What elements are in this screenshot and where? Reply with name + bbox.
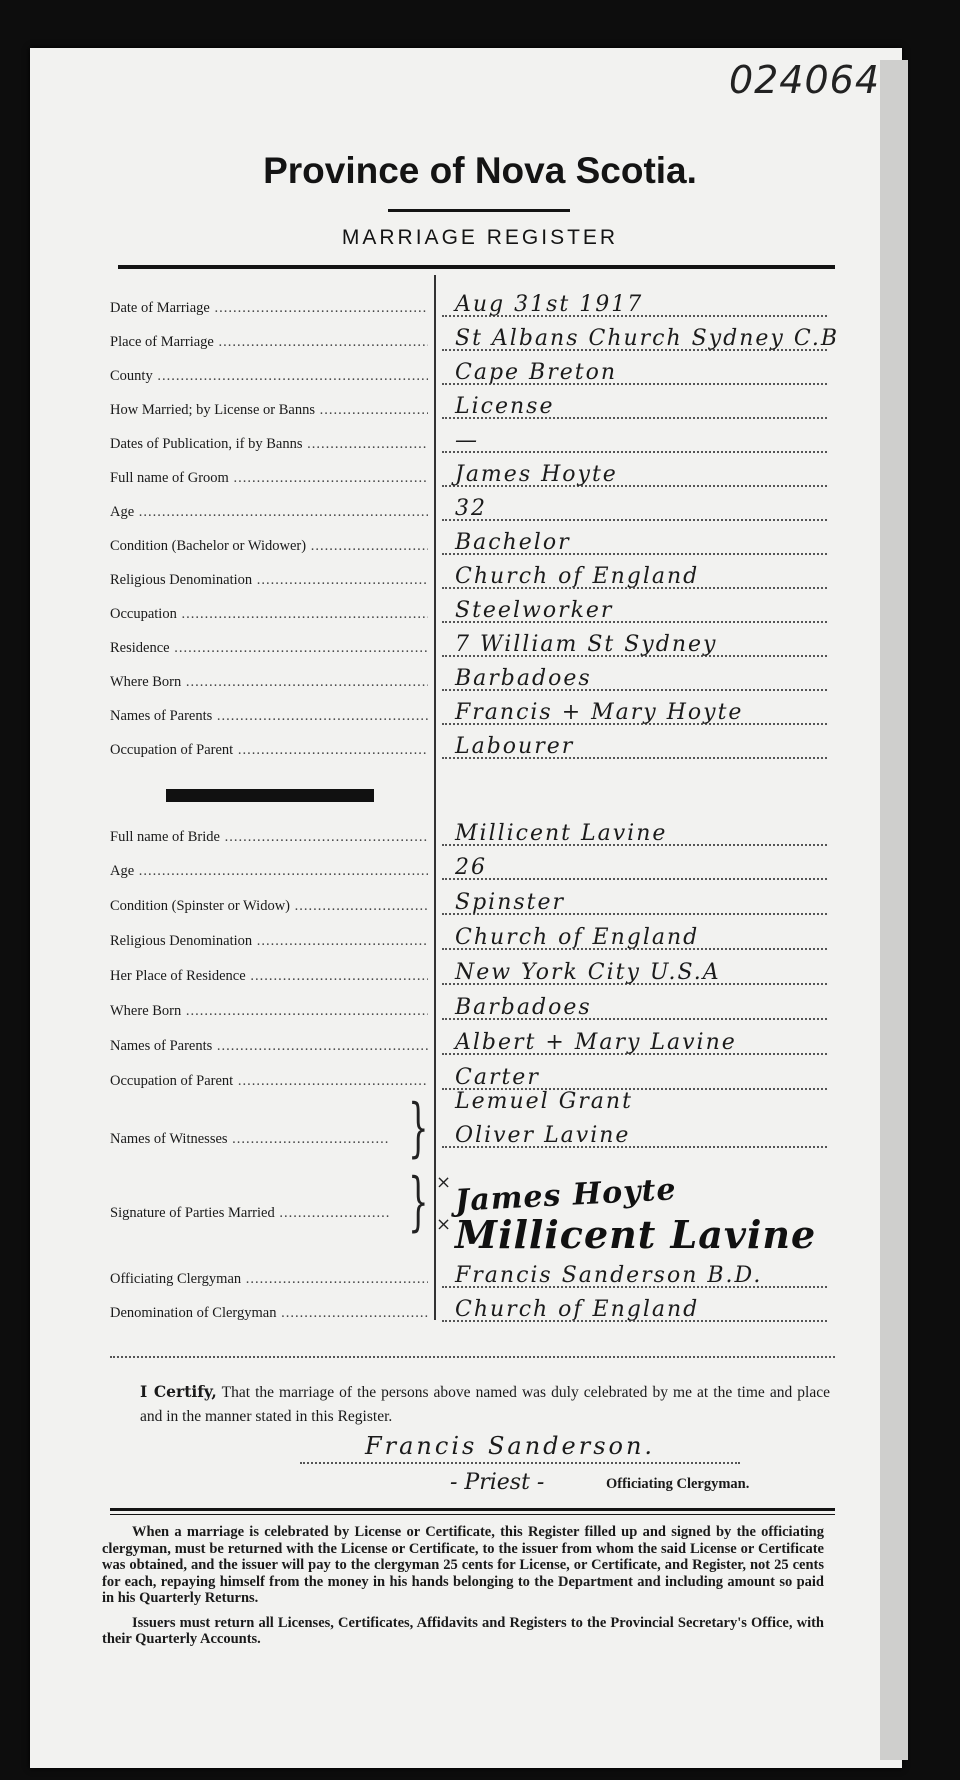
field-row — [0, 1025, 960, 1059]
field-row — [0, 816, 960, 850]
field-label: Full name of Groom — [110, 470, 229, 486]
field-row — [0, 593, 960, 627]
field-value: St Albans Church Sydney C.B — [455, 326, 840, 351]
bride-x-mark: × — [436, 1214, 452, 1235]
field-row — [0, 955, 960, 989]
field-value: Spinster — [455, 890, 566, 915]
field-value: Steelworker — [455, 598, 614, 623]
field-value: 32 — [455, 496, 487, 521]
field-label: Condition (Spinster or Widow) — [110, 898, 290, 914]
title-rule — [388, 209, 570, 212]
certifying-title-handwritten: - Priest - — [450, 1470, 545, 1495]
field-value: 26 — [455, 855, 487, 880]
field-value: Barbadoes — [455, 666, 592, 691]
field-label: Place of Marriage — [110, 334, 214, 350]
field-label: Denomination of Clergyman — [110, 1305, 277, 1321]
field-value: Barbadoes — [455, 995, 592, 1020]
field-label: Age — [110, 504, 135, 520]
field-row — [0, 729, 960, 763]
certification-text — [140, 1380, 830, 1429]
field-row — [0, 661, 960, 695]
field-label: Dates of Publication, if by Banns — [110, 436, 303, 452]
notice-paragraph: Issuers must return all Licenses, Certificates, Affidavits and Registers to the Provincial Secretary's Office, with their Quarterly Accounts. — [102, 1614, 824, 1647]
field-row — [0, 850, 960, 884]
witness-row — [0, 1084, 960, 1118]
field-value: License — [455, 394, 555, 419]
field-value: 7 William St Sydney — [455, 632, 718, 657]
field-label: Where Born — [110, 674, 182, 690]
field-label: Full name of Bride — [110, 829, 220, 845]
section-rule — [110, 1356, 835, 1358]
field-value: Francis + Mary Hoyte — [455, 700, 744, 725]
field-value: Albert + Mary Lavine — [455, 1030, 737, 1055]
field-row — [0, 389, 960, 423]
notice-paragraph: When a marriage is celebrated by License or Certificate, this Register filled up and signed by the officiating clergyman, must be returned with the License or Certificate, to the issuer from whom the said License or Certificate was obtained, and the issuer will pay to the clergyman 25 cents for License, or Certificate, and Register, not 25 cents for each, repaying himself from the money in his hands belonging to the Department and including amount so paid in his Quarterly Returns. — [102, 1524, 824, 1606]
header-rule — [118, 265, 835, 269]
bride-signature: Millicent Lavine — [455, 1212, 817, 1257]
field-row — [0, 525, 960, 559]
field-label: Age — [110, 863, 135, 879]
field-label: Date of Marriage — [110, 300, 210, 316]
field-row — [0, 1258, 960, 1292]
field-value: Labourer — [455, 734, 575, 759]
certifying-title: Officiating Clergyman. — [606, 1476, 750, 1492]
certify-body: That the marriage of the persons above named was duly celebrated by me at the time and place and in the manner stated in this Register. — [140, 1384, 830, 1425]
field-label: Names of Parents — [110, 1038, 213, 1054]
field-row — [0, 990, 960, 1024]
notice-rule — [110, 1508, 835, 1511]
field-label: Officiating Clergyman — [110, 1271, 242, 1287]
signature-line — [300, 1462, 740, 1464]
field-label: County — [110, 368, 153, 384]
field-row — [0, 355, 960, 389]
groom-signature: James Hoyte — [454, 1172, 678, 1219]
field-label: Occupation — [110, 606, 177, 622]
field-row — [0, 287, 960, 321]
field-row — [0, 457, 960, 491]
field-value: Aug 31st 1917 — [455, 292, 644, 317]
field-label: Religious Denomination — [110, 933, 253, 949]
field-row — [0, 559, 960, 593]
field-label: Condition (Bachelor or Widower) — [110, 538, 307, 554]
instructions-notice — [102, 1524, 824, 1656]
field-label: Where Born — [110, 1003, 182, 1019]
field-row — [0, 695, 960, 729]
field-label: How Married; by License or Banns — [110, 402, 315, 418]
field-value: James Hoyte — [455, 462, 618, 487]
notice-rule-thin — [110, 1514, 835, 1515]
field-row — [0, 627, 960, 661]
witnesses-label: Names of Witnesses — [110, 1131, 228, 1147]
register-title: MARRIAGE REGISTER — [341, 226, 619, 249]
field-label: Religious Denomination — [110, 572, 253, 588]
field-value: Cape Breton — [455, 360, 618, 385]
witness-name: Oliver Lavine — [455, 1123, 631, 1148]
record-number: 024064 — [728, 58, 880, 102]
field-value: New York City U.S.A — [455, 960, 721, 985]
field-row — [0, 491, 960, 525]
field-value: Francis Sanderson B.D. — [455, 1263, 763, 1288]
field-value: Church of England — [455, 925, 700, 950]
witnesses-brace: } — [408, 1091, 429, 1165]
signatures-label: Signature of Parties Married — [110, 1205, 275, 1221]
field-row — [0, 885, 960, 919]
field-label: Occupation of Parent — [110, 1073, 234, 1089]
field-value: Millicent Lavine — [455, 821, 668, 846]
field-row — [0, 920, 960, 954]
province-title: Province of Nova Scotia. — [263, 150, 697, 191]
field-value: — — [455, 428, 479, 453]
bride-section-divider — [166, 789, 374, 802]
field-row — [0, 1292, 960, 1326]
field-value: Carter — [455, 1065, 540, 1090]
field-row — [0, 321, 960, 355]
witness-name: Lemuel Grant — [455, 1089, 633, 1114]
field-label: Residence — [110, 640, 170, 656]
certify-lead: I Certify, — [140, 1382, 217, 1401]
field-label: Names of Parents — [110, 708, 213, 724]
field-label: Her Place of Residence — [110, 968, 246, 984]
certifying-signature: Francis Sanderson. — [365, 1432, 656, 1460]
field-label: Occupation of Parent — [110, 742, 234, 758]
field-value: Church of England — [455, 1297, 700, 1322]
signatures-brace: } — [408, 1165, 429, 1239]
field-value: Bachelor — [455, 530, 571, 555]
field-row — [0, 423, 960, 457]
groom-x-mark: × — [436, 1172, 452, 1193]
witness-row — [0, 1118, 960, 1152]
field-value: Church of England — [455, 564, 700, 589]
